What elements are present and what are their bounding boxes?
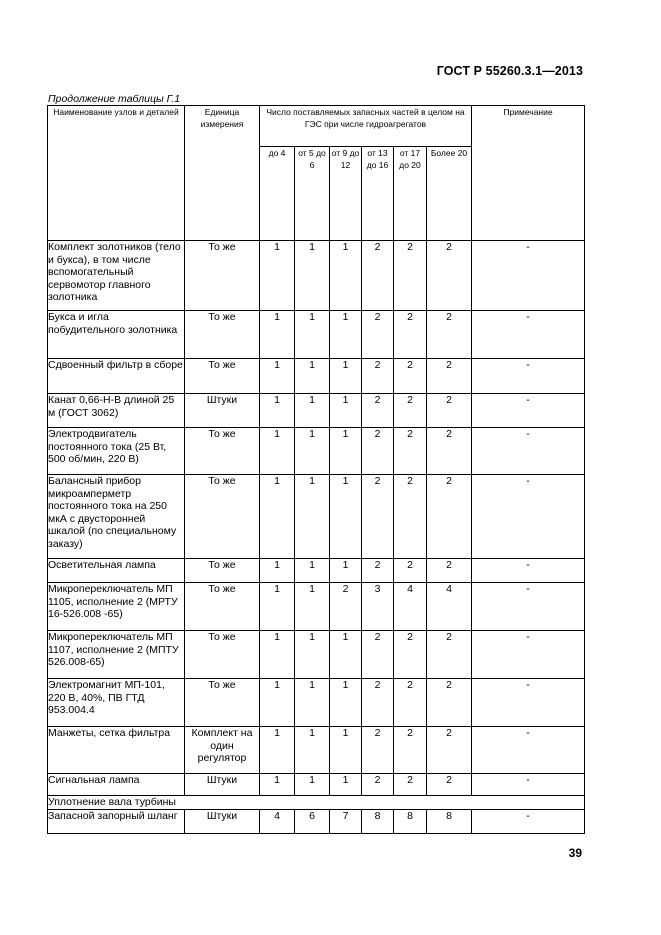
row-qty-3: 1 [330,774,362,796]
row-qty-4: 2 [362,359,394,394]
row-qty-1: 1 [260,727,295,774]
row-qty-1: 1 [260,774,295,796]
row-unit: Штуки [185,809,260,833]
page-number: 39 [568,846,582,860]
row-note: - [472,583,585,631]
subheader-qty-2: от 5 до 6 [295,147,330,241]
table-row [48,559,585,583]
row-qty-5: 2 [394,631,427,679]
table-row [48,475,585,559]
row-qty-3: 1 [330,727,362,774]
row-name: Комплект золотников (тело и букса), в том числе вспомогательный сервомотор главного золотника [48,241,185,311]
header-unit: Единица измерения [185,106,260,241]
row-note: - [472,631,585,679]
row-qty-3: 1 [330,311,362,359]
row-note: - [472,559,585,583]
row-qty-4: 2 [362,394,394,428]
header-name: Наименование узлов и деталей [48,106,185,241]
row-note: - [472,359,585,394]
table-row [48,241,585,311]
row-note: - [472,241,585,311]
row-qty-5: 8 [394,809,427,833]
row-qty-1: 4 [260,809,295,833]
row-qty-2: 1 [295,559,330,583]
row-qty-5: 2 [394,311,427,359]
row-qty-4: 2 [362,475,394,559]
row-unit: То же [185,475,260,559]
row-unit: То же [185,359,260,394]
row-qty-4: 2 [362,774,394,796]
row-name: Сигнальная лампа [48,774,185,796]
row-qty-3: 1 [330,559,362,583]
header-quantity: Число поставляемых запасных частей в целом на ГЭС при числе гидроагрегатов [260,106,472,147]
row-note: - [472,475,585,559]
subheader-qty-5: от 17 до 20 [394,147,427,241]
row-qty-6: 2 [427,394,472,428]
row-qty-6: 2 [427,774,472,796]
row-qty-2: 1 [295,311,330,359]
row-qty-4: 2 [362,727,394,774]
row-qty-5: 2 [394,727,427,774]
row-unit: Штуки [185,774,260,796]
row-qty-5: 4 [394,583,427,631]
row-qty-3: 1 [330,679,362,727]
row-name: Балансный прибор микроамперметр постоянного тока на 250 мкА с двусторонней шкалой (по специальному заказу) [48,475,185,559]
row-unit: То же [185,559,260,583]
row-qty-1: 1 [260,631,295,679]
row-qty-5: 2 [394,394,427,428]
row-qty-3: 7 [330,809,362,833]
row-qty-3: 1 [330,475,362,559]
row-unit: То же [185,631,260,679]
table-row [48,359,585,394]
row-name: Микропереключатель МП 1107, исполнение 2 (МПТУ 526.008-65) [48,631,185,679]
row-unit: То же [185,428,260,475]
section-row [48,796,585,810]
row-unit: Комплект на один регулятор [185,727,260,774]
table-row [48,727,585,774]
table-row [48,394,585,428]
header-note: Примечание [472,106,585,241]
subheader-qty-3: от 9 до 12 [330,147,362,241]
row-qty-6: 2 [427,559,472,583]
row-qty-6: 2 [427,631,472,679]
row-note: - [472,311,585,359]
row-qty-5: 2 [394,241,427,311]
row-qty-5: 2 [394,559,427,583]
row-qty-2: 1 [295,428,330,475]
row-qty-6: 2 [427,311,472,359]
row-qty-5: 2 [394,774,427,796]
row-qty-2: 1 [295,631,330,679]
row-qty-3: 1 [330,241,362,311]
row-qty-1: 1 [260,583,295,631]
row-unit: То же [185,241,260,311]
row-qty-4: 3 [362,583,394,631]
row-qty-3: 2 [330,583,362,631]
row-qty-4: 8 [362,809,394,833]
row-unit: То же [185,583,260,631]
table-row [48,311,585,359]
row-name: Сдвоенный фильтр в сборе [48,359,185,394]
row-qty-1: 1 [260,428,295,475]
row-qty-4: 2 [362,631,394,679]
row-name: Запасной запорный шланг [48,809,185,833]
row-qty-5: 2 [394,679,427,727]
table-row [48,774,585,796]
row-qty-1: 1 [260,241,295,311]
row-qty-4: 2 [362,559,394,583]
row-note: - [472,394,585,428]
subheader-qty-1: до 4 [260,147,295,241]
row-name: Букса и игла побудительного золотника [48,311,185,359]
row-qty-5: 2 [394,359,427,394]
table-continuation-caption: Продолжение таблицы Г.1 [48,93,181,105]
row-qty-6: 2 [427,428,472,475]
row-qty-1: 1 [260,359,295,394]
row-unit: То же [185,679,260,727]
row-name: Манжеты, сетка фильтра [48,727,185,774]
section-title: Уплотнение вала турбины [48,796,585,810]
row-qty-2: 1 [295,679,330,727]
row-note: - [472,679,585,727]
row-qty-6: 8 [427,809,472,833]
row-qty-1: 1 [260,311,295,359]
row-qty-3: 1 [330,631,362,679]
row-qty-6: 2 [427,241,472,311]
row-qty-4: 2 [362,241,394,311]
row-qty-3: 1 [330,394,362,428]
row-qty-6: 4 [427,583,472,631]
table-row [48,583,585,631]
table-row [48,679,585,727]
row-qty-1: 1 [260,394,295,428]
row-name: Электродвигатель постоянного тока (25 Вт, 500 об/мин, 220 В) [48,428,185,475]
subheader-qty-4: от 13 до 16 [362,147,394,241]
table-row [48,631,585,679]
row-note: - [472,809,585,833]
row-note: - [472,774,585,796]
row-unit: Штуки [185,394,260,428]
row-qty-3: 1 [330,428,362,475]
row-qty-2: 1 [295,774,330,796]
row-qty-2: 1 [295,359,330,394]
row-qty-4: 2 [362,428,394,475]
row-name: Микропереключатель МП 1105, исполнение 2 (МРТУ 16-526.008 -65) [48,583,185,631]
row-note: - [472,727,585,774]
subheader-qty-6: Более 20 [427,147,472,241]
row-qty-2: 1 [295,394,330,428]
row-unit: То же [185,311,260,359]
row-qty-2: 1 [295,475,330,559]
table-row [48,809,585,833]
row-qty-4: 2 [362,679,394,727]
row-qty-6: 2 [427,679,472,727]
row-name: Канат 0,66-Н-В длиной 25 м (ГОСТ 3062) [48,394,185,428]
row-name: Электромагнит МП-101, 220 В, 40%, ПВ ГТД 953.004.4 [48,679,185,727]
row-qty-2: 1 [295,583,330,631]
row-qty-6: 2 [427,475,472,559]
row-qty-2: 6 [295,809,330,833]
row-note: - [472,428,585,475]
row-qty-6: 2 [427,359,472,394]
row-qty-6: 2 [427,727,472,774]
row-qty-4: 2 [362,311,394,359]
row-qty-5: 2 [394,428,427,475]
table-row [48,428,585,475]
row-name: Осветительная лампа [48,559,185,583]
document-code: ГОСТ Р 55260.3.1—2013 [436,64,583,78]
row-qty-3: 1 [330,359,362,394]
spare-parts-table [47,105,585,834]
row-qty-2: 1 [295,241,330,311]
row-qty-1: 1 [260,475,295,559]
row-qty-1: 1 [260,679,295,727]
row-qty-1: 1 [260,559,295,583]
row-qty-2: 1 [295,727,330,774]
row-qty-5: 2 [394,475,427,559]
